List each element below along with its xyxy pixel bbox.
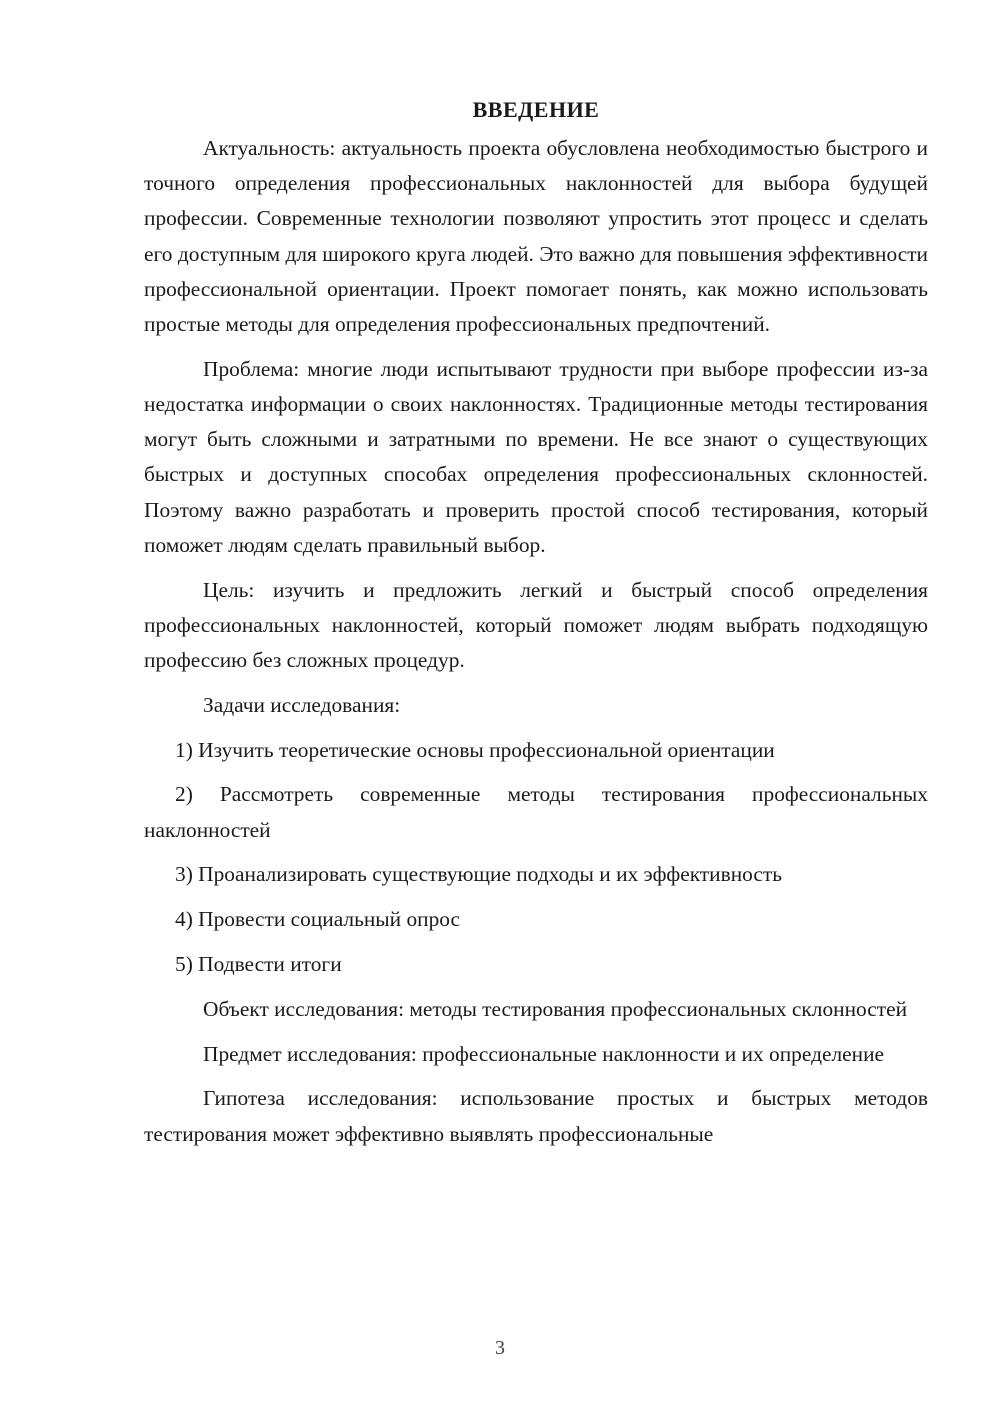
- task-item: 3) Проанализировать существующие подходы и их эффективность: [175, 862, 782, 887]
- paragraph-tasks-heading: Задачи исследования:: [203, 692, 401, 717]
- task-item: 1) Изучить теоретические основы профессиональной ориентации: [175, 737, 775, 762]
- task-item: 5) Подвести итоги: [175, 952, 342, 977]
- section-title: ВВЕДЕНИЕ: [472, 97, 600, 122]
- task-item: 4) Провести социальный опрос: [175, 907, 461, 932]
- paragraph-subject: Предмет исследования: профессиональные наклонности и их определение: [203, 1041, 885, 1066]
- paragraph-relevance: Актуальность: актуальность проекта обусловлена необходимостью быстрого и точного определения профессиональных наклонностей для выбора будущей профессии. Современные технологии позволяют упростить этот процесс и сделать его доступным для широкого круга людей. Это важно для повышения эффективности профессиональной ориентации. Проект помогает понять, как можно использовать простые методы для определения профессиональных предпочтений.: [144, 136, 928, 337]
- paragraph-problem: Проблема: многие люди испытывают трудности при выборе профессии из-за недостатка информации о своих наклонностях. Традиционные методы тестирования могут быть сложными и затратными по времени. Не все знают о существующих быстрых и доступных способах определения профессиональных склонностей. Поэтому важно разработать и проверить простой способ тестирования, который поможет людям сделать правильный выбор.: [144, 356, 928, 557]
- paragraph-hypothesis: Гипотеза исследования: использование простых и быстрых методов тестирования может эффективно выявлять профессиональные: [144, 1086, 928, 1146]
- paragraph-goal: Цель: изучить и предложить легкий и быстрый способ определения профессиональных наклонностей, который поможет людям выбрать подходящую профессию без сложных процедур.: [144, 577, 928, 673]
- page-number: 3: [495, 1337, 505, 1359]
- page-content: [144, 92, 928, 1161]
- task-item: 2) Рассмотреть современные методы тестирования профессиональных наклонностей: [144, 782, 928, 842]
- paragraph-object: Объект исследования: методы тестирования профессиональных склонностей: [203, 996, 908, 1021]
